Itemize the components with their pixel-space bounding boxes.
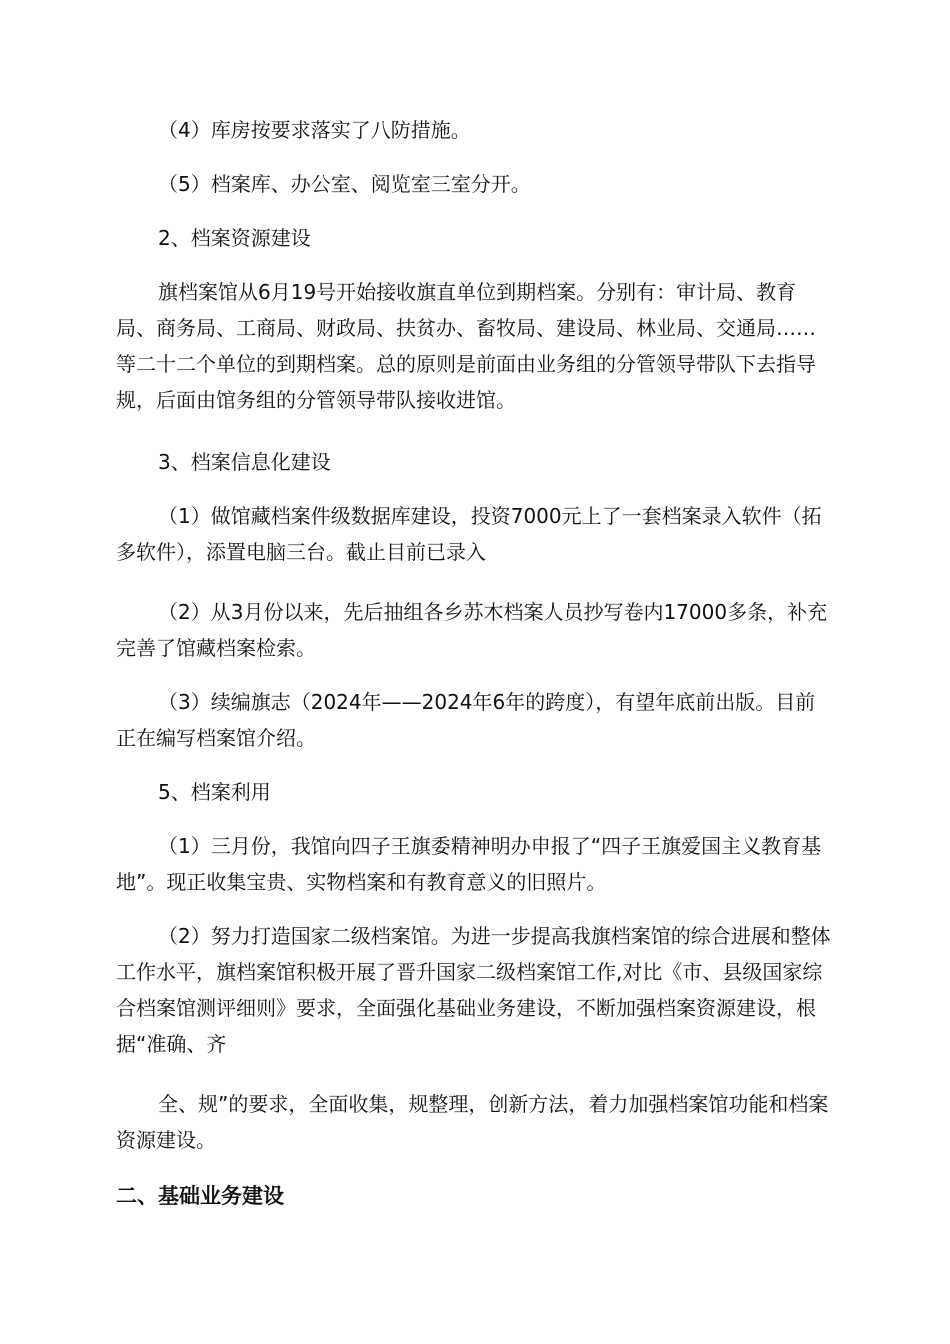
paragraph-comprehensive-collection: 全、规”的要求，全面收集，规整理，创新方法，着力加强档案馆功能和档案资源建设。: [116, 1092, 829, 1152]
paragraph-archive-receiving: 旗档案馆从6月19号开始接收旗直单位到期档案。分别有：审计局、教育局、商务局、工商局、财政局、扶贫办、畜牧局、建设局、林业局、交通局……等二十二个单位的到期档案。总的原则是前面由业务组的分管领导带队下去指导规，后面由馆务组的分管领导带队接收进馆。: [116, 280, 816, 412]
paragraph-county-annals: （3）续编旗志（2024年——2024年6年的跨度），有望年底前出版。目前正在编写档案馆介绍。: [116, 690, 816, 750]
paragraph-patriotic-education-base: （1）三月份，我馆向四子王旗委精神明办申报了“四子王旗爱国主义教育基地”。现正收集宝贵、实物档案和有教育意义的旧照片。: [116, 834, 822, 894]
paragraph-storage-eight-defenses: （4）库房按要求落实了八防措施。: [158, 118, 471, 142]
subheading-archive-resources: 2、档案资源建设: [158, 226, 311, 250]
paragraph-database-construction: （1）做馆藏档案件级数据库建设，投资7000元上了一套档案录入软件（拓多软件），添置电脑三台。截止目前已录入: [116, 504, 822, 564]
section-heading-basic-business: 二、基础业务建设: [116, 1184, 284, 1208]
subheading-archive-utilization: 5、档案利用: [158, 780, 271, 804]
paragraph-three-rooms-separate: （5）档案库、办公室、阅览室三室分开。: [158, 172, 531, 196]
subheading-archive-informatization: 3、档案信息化建设: [158, 450, 331, 474]
paragraph-catalog-transcription: （2）从3月份以来，先后抽组各乡苏木档案人员抄写卷内17000多条，补充完善了馆藏档案检索。: [116, 600, 828, 660]
paragraph-national-level-two-archive: （2）努力打造国家二级档案馆。为进一步提高我旗档案馆的综合进展和整体工作水平，旗档案馆积极开展了晋升国家二级档案馆工作,对比《市、县级国家综合档案馆测评细则》要求，全面强化基础业务建设，不断加强档案资源建设，根据“准确、齐: [116, 924, 831, 1056]
